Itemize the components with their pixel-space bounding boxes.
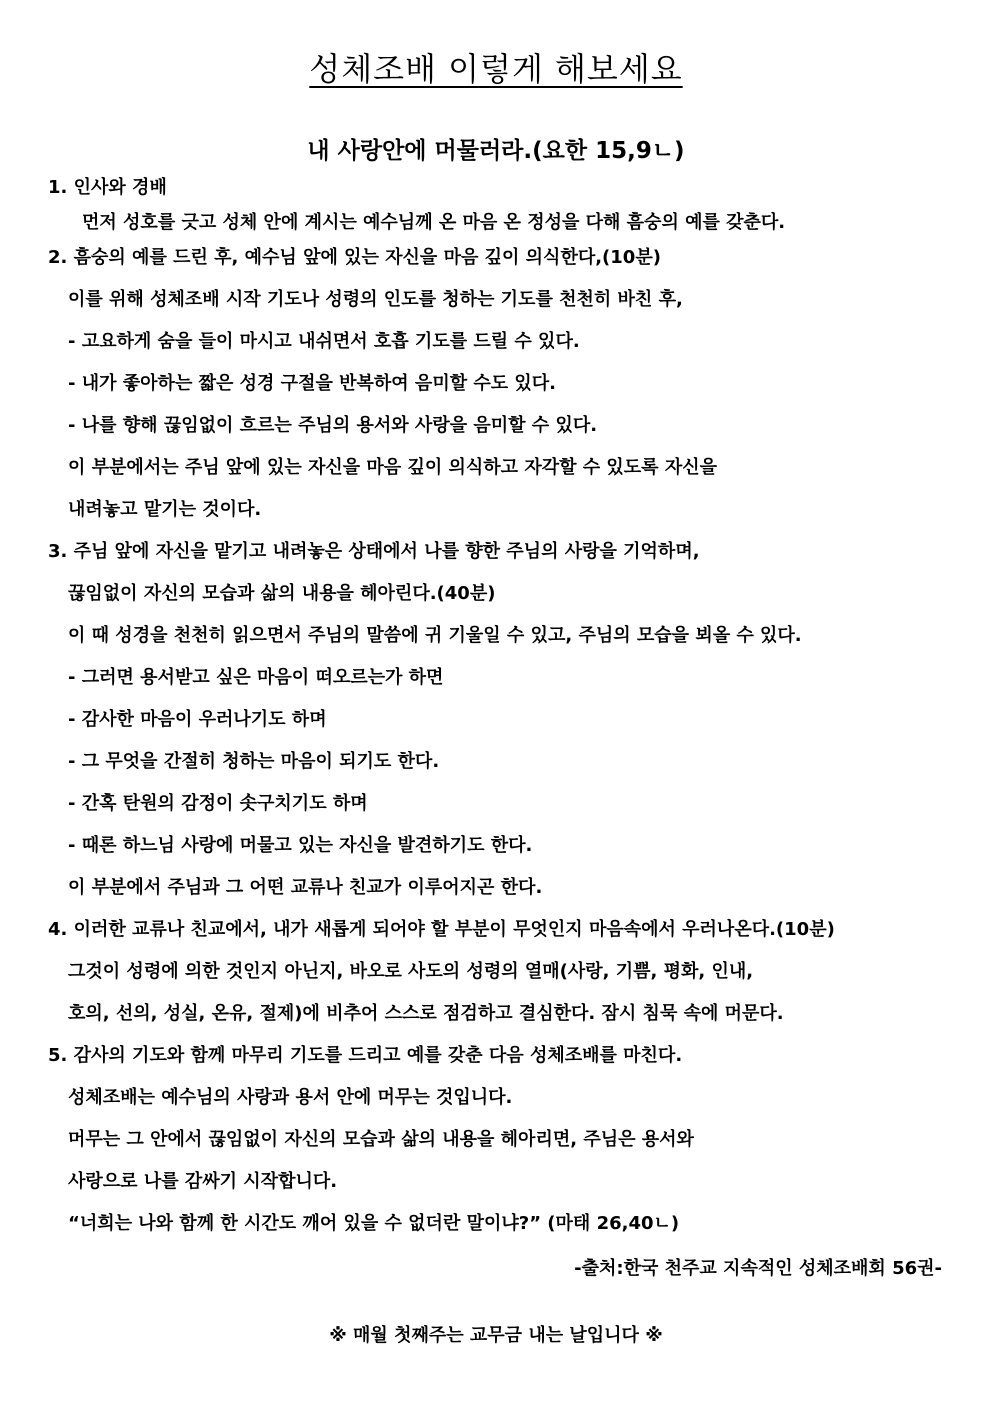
section-3-bullet: - 그러면 용서받고 싶은 마음이 떠오르는가 하면: [68, 667, 444, 688]
section-3-bullet: - 그 무엇을 간절히 청하는 마음이 되기도 한다.: [68, 751, 440, 772]
section-5-heading: 5. 감사의 기도와 함께 마무리 기도를 드리고 예를 갖춘 다음 성체조배를 마친다.: [48, 1045, 683, 1066]
section-2-bullet: - 내가 좋아하는 짧은 성경 구절을 반복하여 음미할 수도 있다.: [68, 373, 557, 394]
section-3-text: 이 때 성경을 천천히 읽으면서 주님의 말씀에 귀 기울일 수 있고, 주님의 모습을 뵈올 수 있다.: [68, 625, 802, 646]
notice: ※ 매월 첫째주는 교무금 내는 날입니다 ※: [329, 1325, 663, 1346]
section-2-text: 이를 위해 성체조배 시작 기도나 성령의 인도를 청하는 기도를 천천히 바친 후,: [68, 289, 683, 310]
source-citation: -출처:한국 천주교 지속적인 성체조배회 56권-: [574, 1258, 942, 1279]
section-3-bullet: - 감사한 마음이 우러나기도 하며: [68, 709, 327, 730]
section-2-heading: 2. 흠숭의 예를 드린 후, 예수님 앞에 있는 자신을 마음 깊이 의식한다,(10분): [48, 247, 661, 268]
section-5-text: 머무는 그 안에서 끊임없이 자신의 모습과 삶의 내용을 헤아리면, 주님은 용서와: [68, 1129, 694, 1150]
section-1-heading: 1. 인사와 경배: [48, 177, 167, 198]
section-3-text: 끊임없이 자신의 모습과 삶의 내용을 헤아린다.(40분): [68, 583, 496, 604]
section-5-text: 사랑으로 나를 감싸기 시작합니다.: [68, 1171, 338, 1192]
section-2-bullet: - 고요하게 숨을 들이 마시고 내쉬면서 호흡 기도를 드릴 수 있다.: [68, 331, 580, 352]
page-title: 성체조배 이렇게 해보세요: [309, 50, 683, 88]
section-2-bullet: - 나를 향해 끊임없이 흐르는 주님의 용서와 사랑을 음미할 수 있다.: [68, 415, 598, 436]
section-1-text: 먼저 성호를 긋고 성체 안에 계시는 예수님께 온 마음 온 정성을 다해 흠숭의 예를 갖춘다.: [82, 212, 786, 233]
section-2-text: 이 부분에서는 주님 앞에 있는 자신을 마음 깊이 의식하고 자각할 수 있도록 자신을: [68, 457, 717, 478]
section-3-text: 이 부분에서 주님과 그 어떤 교류나 친교가 이루어지곤 한다.: [68, 877, 543, 898]
section-2-text: 내려놓고 맡기는 것이다.: [68, 499, 262, 520]
subtitle: 내 사랑안에 머물러라.(요한 15,9ㄴ): [307, 138, 685, 164]
section-4-heading: 4. 이러한 교류나 친교에서, 내가 새롭게 되어야 할 부분이 무엇인지 마음속에서 우러나온다.(10분): [48, 919, 835, 940]
section-5-text: 성체조배는 예수님의 사랑과 용서 안에 머무는 것입니다.: [68, 1087, 513, 1108]
section-3-bullet: - 때론 하느님 사랑에 머물고 있는 자신을 발견하기도 한다.: [68, 835, 533, 856]
section-4-text: 호의, 선의, 성실, 온유, 절제)에 비추어 스스로 점검하고 결심한다. 잠시 침묵 속에 머문다.: [68, 1003, 784, 1024]
section-4-text: 그것이 성령에 의한 것인지 아닌지, 바오로 사도의 성령의 열매(사랑, 기쁨, 평화, 인내,: [68, 961, 754, 982]
scripture-quote: “너희는 나와 함께 한 시간도 깨어 있을 수 없더란 말이냐?” (마태 26,40ㄴ): [68, 1213, 680, 1234]
section-3-heading: 3. 주님 앞에 자신을 맡기고 내려놓은 상태에서 나를 향한 주님의 사랑을 기억하며,: [48, 541, 700, 562]
section-3-bullet: - 간혹 탄원의 감정이 솟구치기도 하며: [68, 793, 368, 814]
